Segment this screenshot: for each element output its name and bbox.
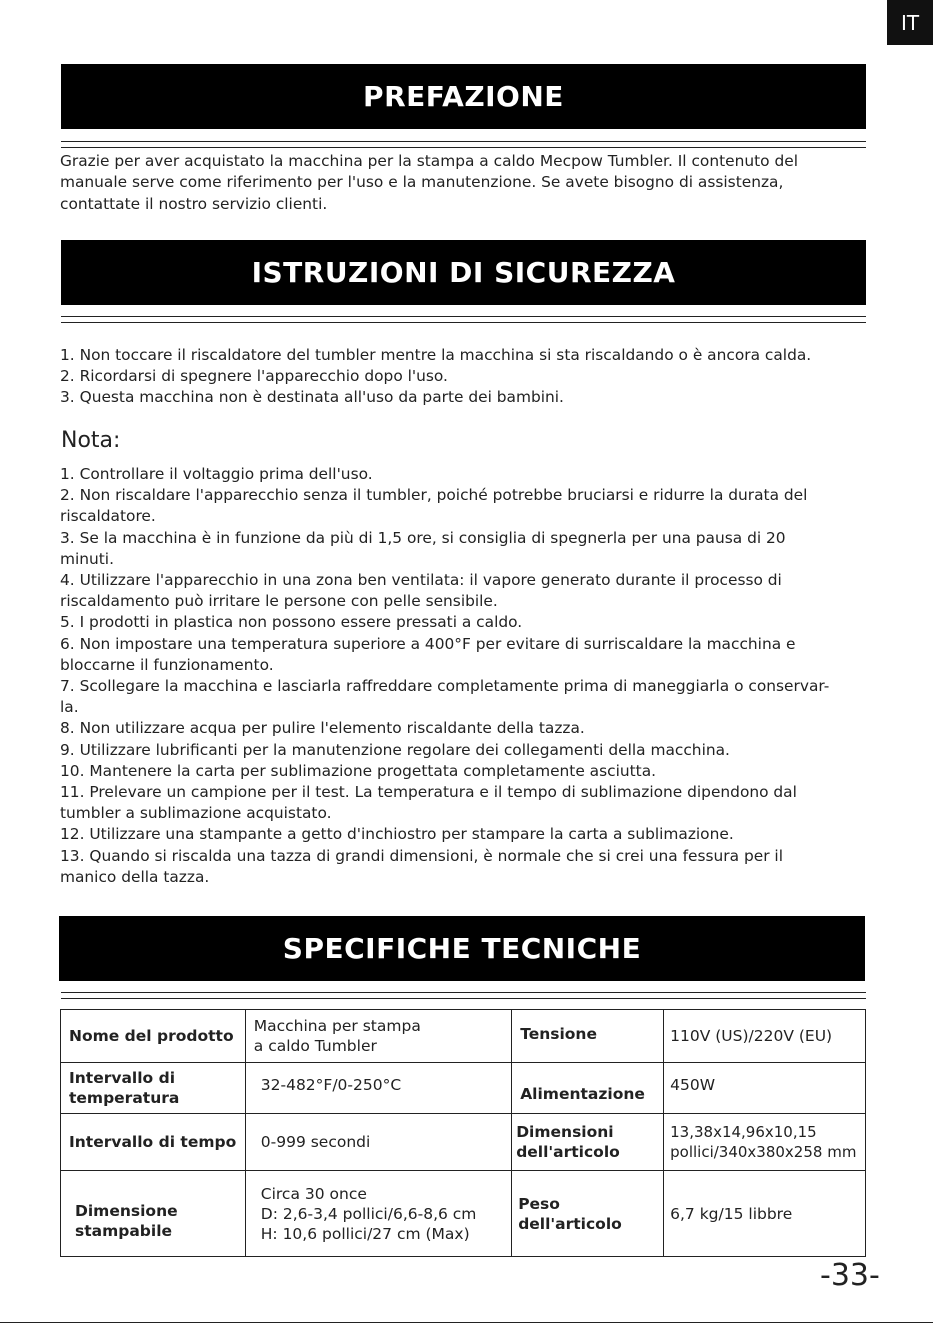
prefazione-banner: PREFAZIONE: [61, 64, 866, 129]
spec-table: [60, 1009, 866, 1257]
spec-label: Intervallo di temperatura: [61, 1063, 246, 1114]
nota-line: 13. Quando si riscalda una tazza di grandi dimensioni, è normale che si crei una fessura per il: [60, 846, 783, 865]
nota-line: 3. Se la macchina è in funzione da più di 1,5 ore, si consiglia di spegnerla per una pausa di 20: [60, 528, 786, 547]
spec-value: 32-482°F/0-250°C: [245, 1063, 511, 1114]
text-line: contattate il nostro servizio clienti.: [60, 194, 328, 213]
spec-value: 450W: [664, 1063, 866, 1114]
spec-value: Macchina per stampa a caldo Tumbler: [245, 1010, 511, 1063]
footer-line: [0, 1322, 933, 1323]
nota-line: riscaldatore.: [60, 507, 156, 526]
spec-label: Dimensione stampabile: [61, 1171, 246, 1257]
safety-item: 3. Questa macchina non è destinata all'uso da parte dei bambini.: [60, 388, 564, 407]
prefazione-text: [60, 151, 880, 215]
nota-line: 5. I prodotti in plastica non possono essere pressati a caldo.: [60, 613, 523, 632]
text-line: manuale serve come riferimento per l'uso e la manutenzione. Se avete bisogno di assistenza,: [60, 173, 784, 192]
nota-line: 8. Non utilizzare acqua per pulire l'elemento riscaldante della tazza.: [60, 719, 585, 738]
spec-label: Peso dell'articolo: [512, 1171, 664, 1257]
spec-label: Tensione: [512, 1010, 664, 1063]
spec-value: 6,7 kg/15 libbre: [664, 1171, 866, 1257]
section-divider: [61, 141, 866, 148]
language-tab: IT: [887, 0, 933, 45]
nota-line: 7. Scollegare la macchina e lasciarla raffreddare completamente prima di maneggiarla o conservar-: [60, 677, 830, 696]
page-number: -33-: [820, 1258, 880, 1293]
sicurezza-banner: ISTRUZIONI DI SICUREZZA: [61, 240, 866, 305]
safety-item: 1. Non toccare il riscaldatore del tumbler mentre la macchina si sta riscaldando o è ancora calda.: [60, 346, 812, 364]
nota-line: 11. Prelevare un campione per il test. La temperatura e il tempo di sublimazione dipendono dal: [60, 783, 797, 802]
spec-row: [61, 1063, 866, 1114]
spec-label: Dimensioni dell'articolo: [512, 1114, 664, 1171]
nota-list: [60, 464, 900, 888]
specifiche-banner: SPECIFICHE TECNICHE: [59, 916, 865, 981]
nota-line: 12. Utilizzare una stampante a getto d'inchiostro per stampare la carta a sublimazione.: [60, 825, 734, 844]
nota-line: 2. Non riscaldare l'apparecchio senza il tumbler, poiché potrebbe bruciarsi e ridurre la durata del: [60, 486, 808, 505]
section-divider: [61, 992, 866, 999]
section-divider: [61, 316, 866, 323]
nota-line: 10. Mantenere la carta per sublimazione progettata completamente asciutta.: [60, 761, 657, 780]
nota-line: minuti.: [60, 549, 114, 568]
nota-line: 9. Utilizzare lubrificanti per la manutenzione regolare dei collegamenti della macchina.: [60, 740, 730, 759]
text-line: Grazie per aver acquistato la macchina per la stampa a caldo Mecpow Tumbler. Il contenuto del: [60, 152, 798, 170]
spec-label: Alimentazione: [512, 1063, 664, 1114]
nota-line: la.: [60, 698, 79, 717]
spec-value: 110V (US)/220V (EU): [664, 1010, 866, 1063]
safety-list: [60, 345, 900, 409]
nota-line: bloccarne il funzionamento.: [60, 655, 274, 674]
nota-line: manico della tazza.: [60, 867, 210, 886]
spec-value: 13,38x14,96x10,15 pollici/340x380x258 mm: [664, 1114, 866, 1171]
spec-label: Intervallo di tempo: [61, 1114, 246, 1171]
spec-value: 0-999 secondi: [245, 1114, 511, 1171]
nota-line: riscaldamento può irritare le persone con pelle sensibile.: [60, 592, 498, 611]
nota-line: 1. Controllare il voltaggio prima dell'uso.: [60, 465, 373, 483]
nota-heading: Nota:: [61, 428, 121, 453]
spec-row: [61, 1010, 866, 1063]
safety-item: 2. Ricordarsi di spegnere l'apparecchio dopo l'uso.: [60, 367, 448, 386]
spec-value: Circa 30 once D: 2,6-3,4 pollici/6,6-8,6 cm H: 10,6 pollici/27 cm (Max): [245, 1171, 511, 1257]
spec-row: [61, 1114, 866, 1171]
nota-line: 4. Utilizzare l'apparecchio in una zona ben ventilata: il vapore generato durante il processo di: [60, 571, 782, 590]
nota-line: 6. Non impostare una temperatura superiore a 400°F per evitare di surriscaldare la macchina e: [60, 634, 796, 653]
nota-line: tumbler a sublimazione acquistato.: [60, 804, 332, 823]
spec-label: Nome del prodotto: [61, 1010, 246, 1063]
spec-row: [61, 1171, 866, 1257]
